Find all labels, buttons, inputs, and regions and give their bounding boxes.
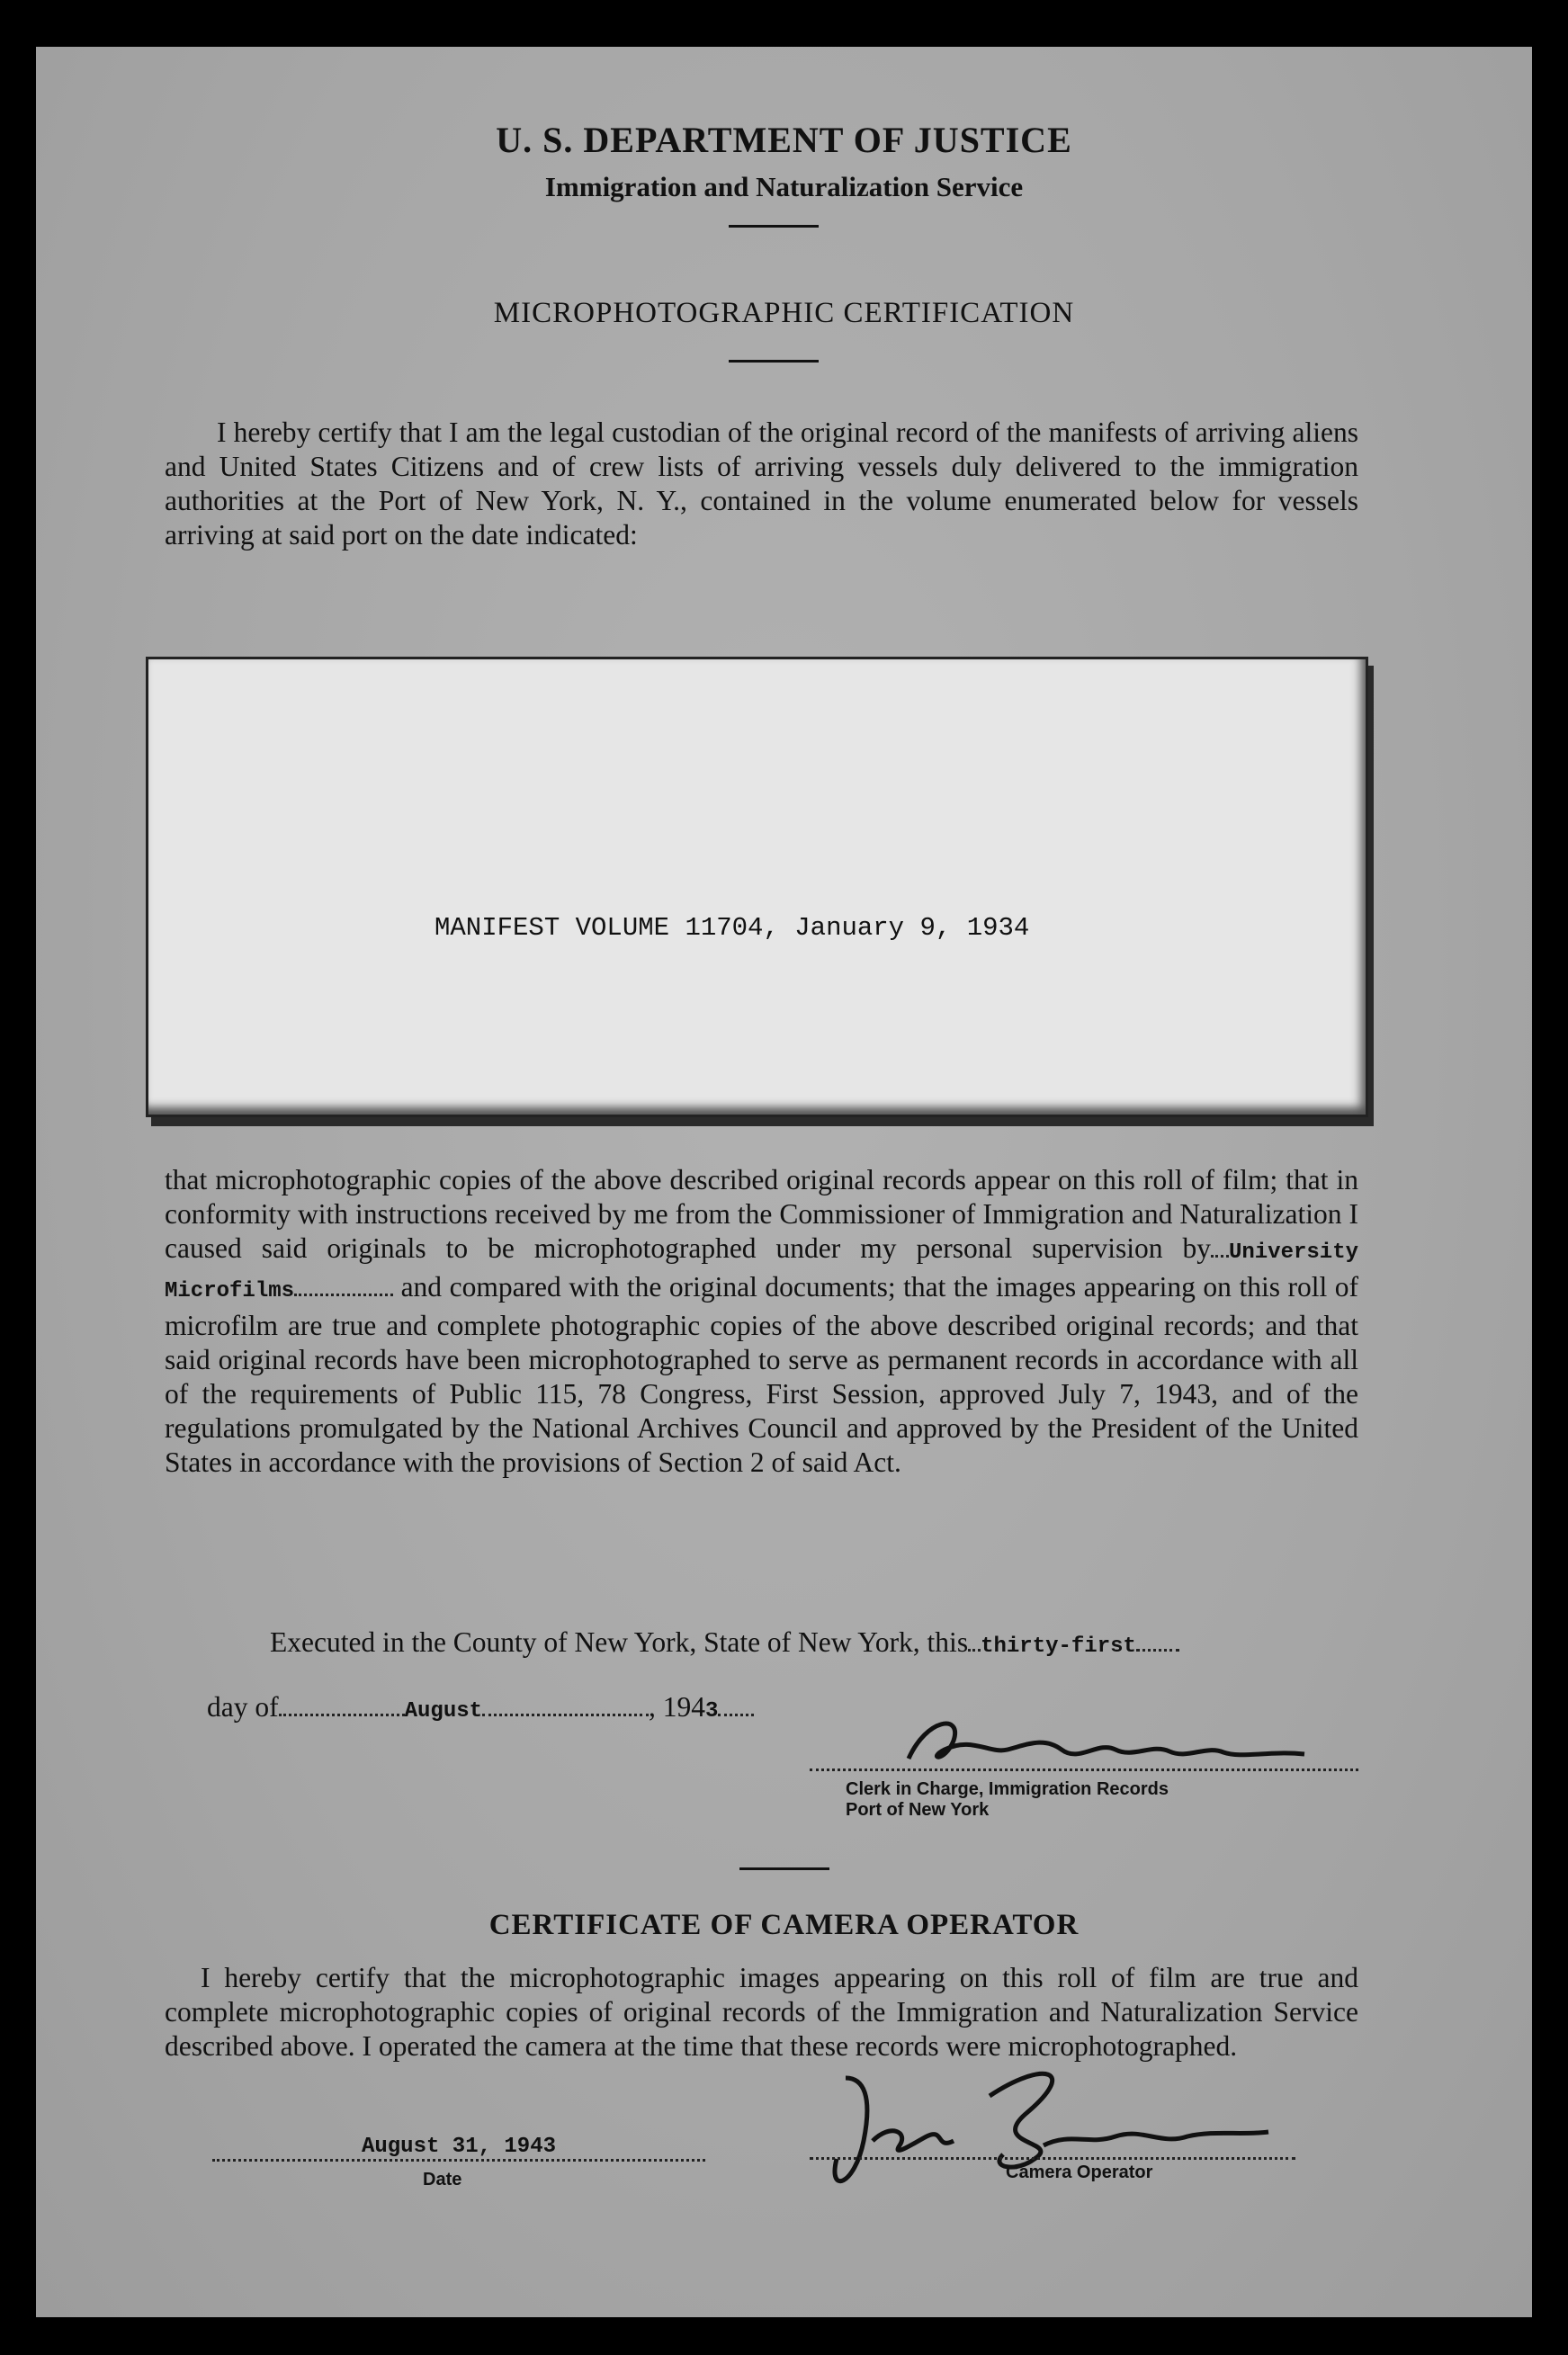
certification-title: MICROPHOTOGRAPHIC CERTIFICATION [493,297,1075,329]
operator-signature-line [810,2157,1295,2160]
execution-prefix: Executed in the County of New York, State of New York, this [270,1626,969,1658]
dotted-leader [279,1714,405,1716]
date-label: Date [423,2170,462,2189]
operator-date-field [212,2127,705,2162]
divider-operator [739,1867,829,1870]
body-part2: and compared with the original documents; that the images appearing on this roll of microfilm are true and complete photographic copies of the above described original records; and that said original records have been microphotographed to serve as permanent records in accordance with all of the requirements of Public 115, 78 Congress, First Session, approved July 7, 1943, and of the regulations promulgated by the National Archives Council and approved by the President of the United States in accordance with the provisions of Section 2 of said Act. [165,1271,1359,1478]
clerk-title-line1: Clerk in Charge, Immigration Records [846,1779,1169,1799]
department-heading: U. S. DEPARTMENT OF JUSTICE [496,120,1072,160]
record-card [146,657,1368,1117]
divider-top [729,225,819,228]
microfilmer-name: University Microfilms [165,1240,1358,1303]
camera-operator-label: Camera Operator [1006,2162,1153,2182]
execution-line [270,1626,1179,1659]
dotted-leader [482,1714,649,1716]
intro-paragraph: I hereby certify that I am the legal custodian of the original record of the manifests of arriving aliens and United States Citizens and of crew lists of arriving vessels duly delivered to the immigration authorities at the Port of New York, N. Y., contained in the volume enumerated below for vessels arriving at said port on the date indicated: [165,416,1358,551]
execution-year-prefix: , 194 [649,1691,706,1723]
divider-title [729,360,819,363]
execution-day: thirty-first [981,1634,1136,1659]
execution-year-digit: 3 [705,1699,719,1724]
day-of-line [207,1691,754,1724]
service-subheading: Immigration and Naturalization Service [544,171,1024,202]
body-paragraph [165,1163,1358,1480]
dotted-leader [968,1649,981,1652]
dotted-leader [1211,1255,1229,1258]
dotted-leader [718,1714,754,1716]
dotted-leader [294,1294,393,1296]
clerk-title [846,1779,1169,1821]
body-part1: that microphotographic copies of the above described original records appear on this roll of film; that in conformity with instructions received by me from the Commissioner of Immigration and Naturalization I caused said originals to be microphotographed under my personal supervision by [165,1164,1358,1264]
operator-date-value: August 31, 1943 [361,2135,557,2159]
operator-heading: CERTIFICATE OF CAMERA OPERATOR [488,1909,1080,1941]
clerk-title-line2: Port of New York [846,1800,990,1820]
execution-month: August [404,1699,483,1724]
operator-paragraph: I hereby certify that the microphotographic images appearing on this roll of film are true and complete microphotographic copies of original records of the Immigration and Naturalization Service described above. I operated the camera at the time that these records were microphotographed. [165,1962,1358,2062]
dotted-leader [1136,1649,1179,1652]
clerk-signature-line [810,1768,1358,1771]
manifest-volume-text: MANIFEST VOLUME 11704, January 9, 1934 [435,913,1030,943]
day-of-label: day of [207,1691,279,1723]
